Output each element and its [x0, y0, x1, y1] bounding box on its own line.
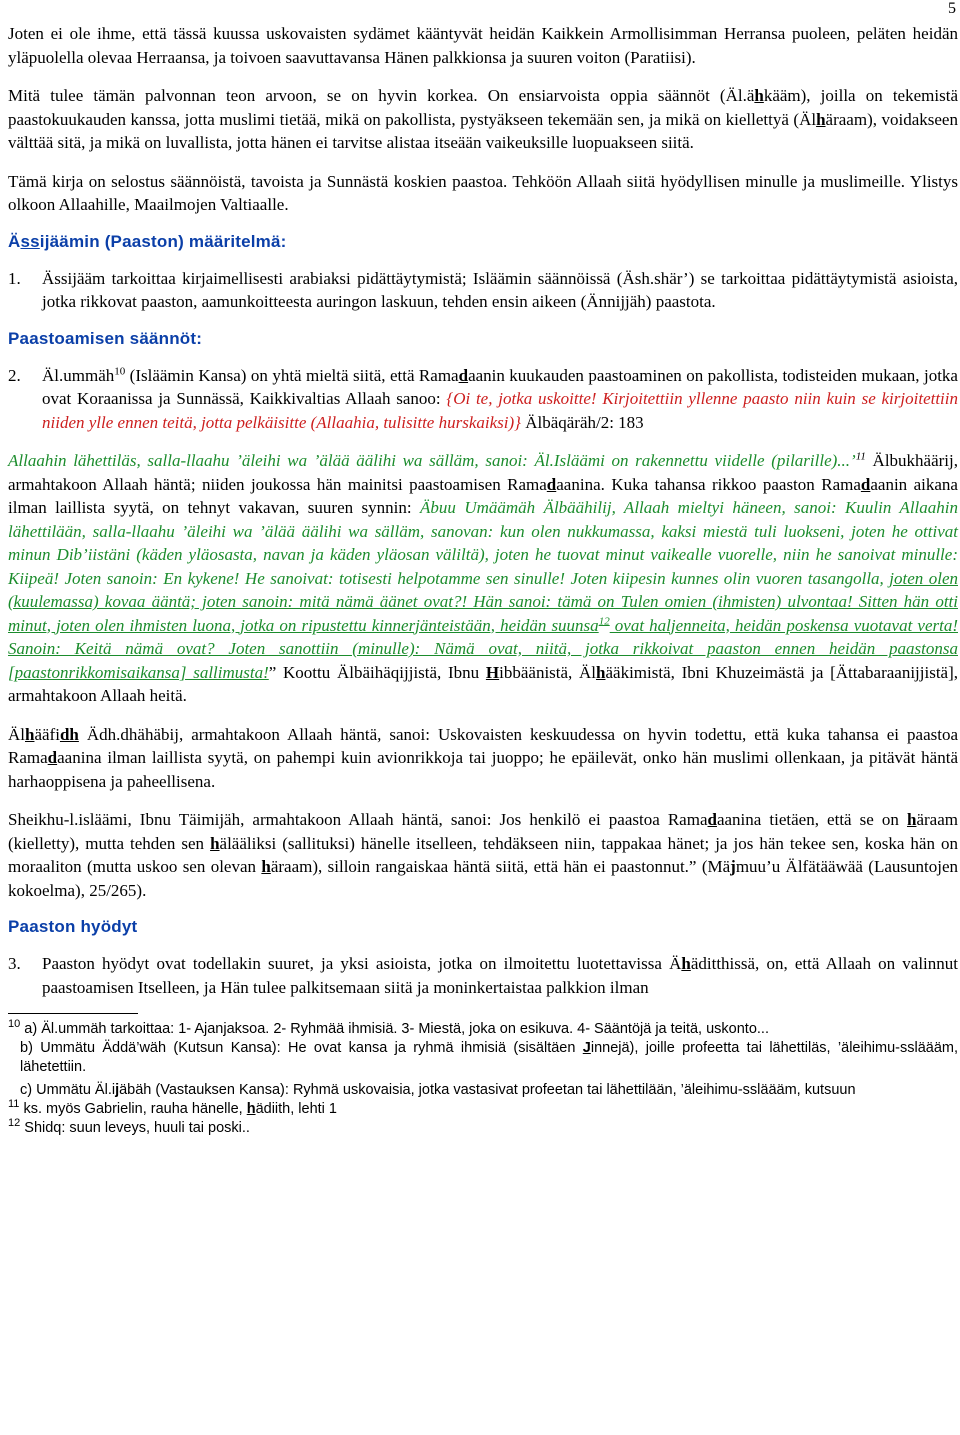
intro-paragraph-2	[8, 84, 958, 155]
underlined-letter: d	[546, 474, 557, 494]
underlined-letter: h	[25, 724, 35, 744]
underlined-letter: h	[596, 662, 606, 682]
footnote-marker: 11	[8, 1098, 20, 1111]
sheikh-paragraph	[8, 808, 958, 902]
text-run: Paaston hyödyt ovat todellakin suuret, ja yksi asioista, jotka on ilmoitettu luotettavissa Ä	[42, 954, 682, 973]
item-number: 2.	[8, 365, 21, 385]
hadith-quote-underlined: joten olen (kuulemassa) kovaa ääntä; joten sanoin: mitä nämä äänet ovat?! Hän sanoi: tämä on Tulen omien (ihmisten) ulvontaa! Sitten hän otti minut, joten olen ihmisten luona, jotka on ripustettu kinnerjänteistään, heidän suunsa	[8, 568, 958, 635]
text-run: ” Koottu Älbäihäqijjistä, Ibnu	[268, 662, 486, 682]
intro-paragraph-3: Tämä kirja on selostus säännöistä, tavoista ja Sunnästä koskien paastoa. Tehköön Allaah siitä hyödyllisen minulle ja muslimeille. Ylistys olkoon Allaahille, Maailmojen Valtiaalle.	[8, 171, 958, 214]
text-run: Mitä tulee tämän palvonnan teon arvoon, se on hyvin korkea. On ensiarvoista oppia säännöt (Äl.ä	[8, 86, 755, 105]
heading-underlined-run: ss	[20, 231, 40, 251]
section-heading-rules: Paastoamisen säännöt:	[8, 328, 203, 348]
hadith-quote: Allaahin lähettiläs, salla-llaahu ’äleihi wa ’älää äälihi wa sälläm, sanoi: Äl.Isläämi on rakennettu viidelle (pilarille)...’	[8, 451, 856, 470]
underlined-letter: dh	[59, 724, 79, 744]
underlined-letter: h	[681, 954, 691, 973]
underlined-letter: h	[261, 857, 271, 876]
text-run: ibbäänistä, Äl	[499, 662, 597, 682]
text-run: aanina. Kuka tahansa rikkoo paaston Rama	[556, 474, 861, 494]
text-run: Äl	[8, 724, 25, 744]
document-page	[8, 0, 958, 1138]
item-number: 3.	[8, 954, 21, 973]
heading-run: Ä	[8, 231, 21, 251]
section-heading-benefits: Paaston hyödyt	[8, 917, 138, 936]
footnotes	[8, 1020, 958, 1138]
quote-reference: Älbäqäräh/2: 183	[520, 412, 644, 432]
underlined-letter: H	[485, 662, 500, 682]
section-heading-definition	[8, 232, 958, 252]
underlined-letter: h	[754, 86, 764, 105]
text-run: äraam (kielletty), mutta tehden sen	[8, 810, 958, 853]
footnote-text: ädiith, lehti 1	[255, 1101, 337, 1117]
numbered-item-3	[8, 952, 958, 999]
underlined-letter: h	[246, 1101, 256, 1117]
underlined-letter: J	[582, 1040, 591, 1056]
hadith-paragraph	[8, 449, 958, 708]
text-run: äraam), silloin rangaiskaa häntä siitä, että hän ei paastonnut.” (Mä	[270, 857, 731, 876]
text-run: (Isläämin Kansa) on yhtä mieltä siitä, että Rama	[125, 365, 459, 385]
footnote-12	[8, 1119, 958, 1138]
text-run: Ädh.dhähäbij, armahtakoon Allaah häntä, sanoi: Uskovaisten keskuudessa on hyvin todettu, että kuka tahansa ei paastoa Rama	[8, 724, 958, 767]
page-number: 5	[948, 0, 956, 17]
text-run: muu’u Älfätääwää (Lausuntojen kokoelma), 25/265).	[8, 857, 958, 900]
footnote-marker: 10	[8, 1018, 21, 1031]
footnote-10a	[8, 1020, 958, 1039]
underlined-letter: j	[730, 857, 736, 876]
footnote-ref-11: 11	[855, 450, 866, 463]
footnote-marker: 12	[8, 1117, 21, 1130]
footnote-text: äbäh (Vastauksen Kansa): Ryhmä uskovaisia, jotka vastasivat profeetan tai lähettilään, ’äleihimu-ssläääm, kutsuun	[119, 1082, 856, 1098]
text-run: äraam), voidakseen välttää sitä, ja mikä on luvallista, jotta hänen ei tarvitse alistaa itseään vaikeuksille luopuakseen siitä.	[8, 109, 958, 152]
footnote-text: Shidq: suun leveys, huuli tai poski..	[20, 1120, 250, 1136]
text-run: aanin aikana ilman laillista syytä, on tehnyt vakavan, suuren synnin:	[8, 474, 958, 517]
intro-paragraph-1: Joten ei ole ihme, että tässä kuussa uskovaisten sydämet kääntyvät heidän Kaikkein Armollisimman Herransa puoleen, peläten heidän yläpuolella olevaa Herraansa, ja toivoen saavuttavansa Hänen palkkionsa ja suuren voiton (Paratiisi).	[8, 24, 958, 67]
hadith-quote: Äbuu Umäämäh Älbäähilij, Allaah mieltyi häneen, sanoi: Kuulin Allaahin lähettilään, salla-llaahu ’äleihi wa ’älää äälihi wa sälläm, sanovan: kun olen nukkumassa, kaksi miestä tuli luokseni, joten he ottivat minun Dib’iistäni (käden yläosasta, navan ja käden yläosan väliltä), joten he tuovat minut vaikealle vuorelle, niin he sanoivat minulle: Kiipeä! Joten sanoin: En kykene! He sanoivat: totisesti helpotamme sen sinulle! Joten kiipesin kunnes olin vuoren tasangolla,	[8, 498, 958, 588]
footnote-10c	[8, 1081, 958, 1100]
footnote-ref-12: 12	[598, 614, 610, 627]
footnote-text: b) Ummätu Äddä’wäh (Kutsun Kansa): He ovat kansa ja ryhmä ihmisiä (sisältäen	[20, 1040, 583, 1056]
text-run: Älbukhäärij, armahtakoon Allaah häntä; niiden joukossa hän mainitsi paastoamisen Rama	[8, 451, 958, 494]
footnote-11	[8, 1100, 958, 1119]
quran-quote: {Oi te, jotka uskoitte! Kirjoitettiin yllenne paasto niin kuin se kirjoitettiin niiden ylle ennen teitä, jotta pelkäisitte (Allaahia, tulisitte hurskaiksi)}	[42, 389, 959, 432]
text-run: Äl.ummäh	[42, 365, 115, 385]
underlined-letter: d	[47, 748, 58, 767]
footnote-10b	[8, 1039, 958, 1077]
underlined-letter: h	[907, 810, 917, 829]
dhahabi-paragraph	[8, 723, 958, 794]
footnote-text: c) Ummätu Äl.i	[20, 1082, 116, 1098]
underlined-letter: d	[458, 365, 469, 385]
underlined-letter: j	[115, 1082, 120, 1098]
underlined-letter: h	[210, 833, 220, 853]
text-run: aanina tietäen, että se on	[716, 810, 907, 829]
text-run: Sheikhu-l.isläämi, Ibnu Täimijäh, armahtakoon Allaah häntä, sanoi: Jos henkilö ei paastoa Rama	[8, 810, 708, 829]
item-number: 1.	[8, 268, 21, 288]
text-run: aanin kuukauden paastoaminen on pakollista, todisteiden mukaan, jotka ovat Koraanissa ja Sunnässä, Kaikkivaltias Allaah sanoo:	[42, 365, 958, 408]
text-run: äditthissä, on, että Allaah on valinnut paastoamisen Itselleen, ja Hän tulee palkitsemaan siitä ja moninkertaistaa palkkion ilman	[42, 954, 958, 997]
text-run: älääliksi (sallituksi) hänelle itselleen, tehdäkseen niin, tappakaa hänet; ja jos hän tekee sen, koska hän on moraaliton (mutta uskoo sen olevan	[8, 833, 959, 876]
heading-run: ijäämin (Paaston) määritelmä:	[39, 231, 287, 251]
footnote-ref-10: 10	[114, 364, 126, 377]
footnote-text: innejä), joille profeetta tai lähettiläs, ’äleihimu-ssläääm, lähetettiin.	[20, 1040, 958, 1075]
footnote-separator	[8, 1013, 138, 1014]
item-text: Ässijääm tarkoittaa kirjaimellisesti arabiaksi pidättäytymistä; Isläämin säännöissä (Äsh.shär’) se tarkoittaa pidättäytymistä asioista, jotka rikkovat paaston, aamunkoitteesta auringon laskuun, tehden ensin aikeen (Ännijjäh) paastota.	[42, 268, 958, 311]
text-run: ääfi	[34, 724, 60, 744]
footnote-text: a) Äl.ummäh tarkoittaa: 1- Ajanjaksoa. 2- Ryhmää ihmisiä. 3- Miestä, joka on esikuva. 4- Sääntöjä ja teitä, uskonto...	[20, 1021, 769, 1037]
text-run: aanina ilman laillista syytä, on pahempi kuin avionrikkoja tai juoppo; he epäilevät, onko hän muslimi ollenkaan, ja pitävät häntä harhaoppisena ja paheellisena.	[8, 748, 958, 791]
underlined-letter: d	[707, 810, 717, 829]
text-run: kääm), joilla on tekemistä paastokuukauden kanssa, jotta muslimi tietää, mikä on pakollista, pystyäkseen tekemään sen, ja mikä on kiellettyä (Äl	[8, 86, 958, 129]
item-text	[42, 364, 958, 435]
footnote-text: ks. myös Gabrielin, rauha hänelle,	[19, 1101, 247, 1117]
text-run: ääkimistä, Ibni Khuzeimästä ja [Ättabaraanijjistä], armahtakoon Allaah heitä.	[8, 662, 959, 705]
hadith-quote-underlined: ovat haljenneita, heidän poskensa vuotavat verta! Sanoin: Keitä nämä ovat? Joten sanottiin (minulle): Nämä ovat, niitä, jotka rikkoivat paaston ennen heidän paastonsa [paastonrikkomisaikansa] sallimusta!	[8, 615, 958, 682]
numbered-item-2	[8, 364, 958, 435]
underlined-letter: h	[816, 109, 826, 129]
numbered-item-1	[8, 267, 958, 314]
underlined-letter: d	[860, 474, 871, 494]
item-text	[42, 952, 958, 999]
